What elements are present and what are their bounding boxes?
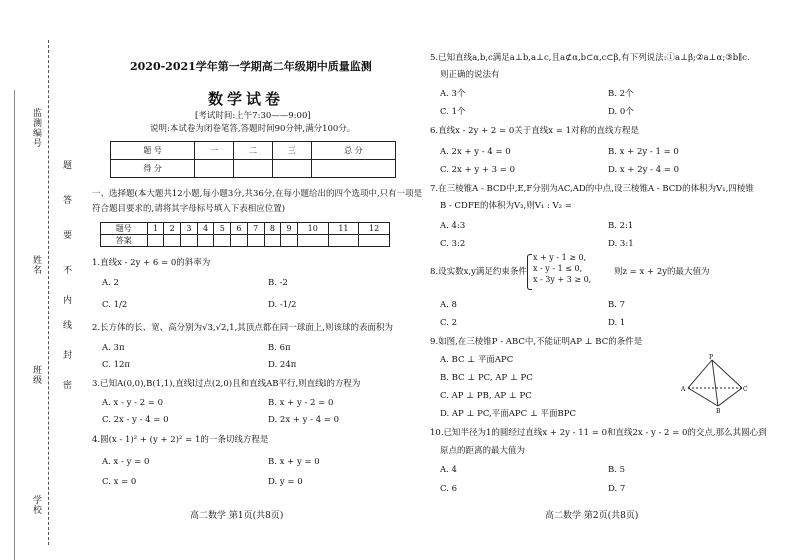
subject-title: 数学试卷 — [208, 90, 285, 108]
q10-option-b: B. 5 — [608, 465, 626, 475]
q10-stem2: 原点的距离的最大值为 — [440, 446, 526, 456]
fig-label-c: C — [743, 386, 748, 393]
q9-option-a: A. BC ⊥ 平面APC — [440, 355, 514, 365]
q2-option-d: D. 24π — [268, 360, 297, 370]
answer-head: 12 — [359, 223, 390, 235]
side-label-name: 姓名 — [31, 255, 41, 275]
score-head: 题 号 — [111, 142, 195, 160]
answer-cell[interactable] — [328, 235, 359, 247]
exam-time: [考试时间:上午7:30——9:00] — [195, 111, 311, 121]
q6-stem: 6.直线x - 2y + 2 = 0关于直线x = 1对称的直线方程是 — [430, 126, 639, 136]
q8-option-a: A. 8 — [440, 300, 457, 310]
answer-cell[interactable] — [281, 235, 298, 247]
q8-c1: x + y - 1 ≥ 0, — [533, 253, 587, 262]
section1-line2: 符合题目要求的,请将其字母标号填入下表相应位置) — [92, 204, 286, 214]
q1-option-b: B. -2 — [268, 278, 288, 288]
score-label: 得 分 — [111, 160, 195, 178]
q3-stem: 3.已知A(0,0),B(1,1),直线l过点(2,0)且和直线AB平行,则直线l的方程为 — [92, 379, 361, 389]
score-table — [110, 141, 396, 178]
answer-head: 3 — [181, 223, 198, 235]
q7-option-c: C. 3:2 — [440, 239, 466, 249]
exam-header: 2020-2021学年第一学期高二年级期中质量监测 — [130, 60, 372, 73]
seal-char: 要 — [61, 230, 71, 240]
binding-line — [48, 40, 49, 545]
q3-option-c: C. 2x - y - 4 = 0 — [102, 415, 169, 425]
answer-cell[interactable] — [264, 235, 281, 247]
q7-option-a: A. 4:3 — [440, 221, 466, 231]
seal-char: 答 — [61, 195, 71, 205]
q2-option-a: A. 3π — [102, 343, 125, 353]
seal-char: 密 — [61, 380, 71, 390]
q7-stem: 7.在三棱锥A - BCD中,E,F分别为AC,AD的中点,设三棱锥A - BCD的体积为V₁,四棱锥 — [430, 184, 754, 194]
score-head: 二 — [234, 142, 273, 160]
q1-option-d: D. -1/2 — [268, 300, 297, 310]
answer-cell[interactable] — [359, 235, 390, 247]
q8-tail: 则z = x + 2y的最大值为 — [614, 267, 710, 277]
q9-stem: 9.如图,在三棱锥P - ABC中,不能证明AP ⊥ BC的条件是 — [430, 337, 643, 347]
fig-label-p: P — [709, 354, 714, 361]
score-head: 总 分 — [311, 142, 395, 160]
q8-option-d: D. 1 — [608, 318, 626, 328]
section1-line1: 一、选择题(本大题共12小题,每小题3分,共36分,在每小题给出的四个选项中,只有一项是 — [92, 189, 423, 199]
q8-option-b: B. 7 — [608, 300, 626, 310]
side-label-school: 学校 — [31, 495, 41, 515]
answer-head: 4 — [197, 223, 214, 235]
q10-option-a: A. 4 — [440, 465, 457, 475]
q5-option-c: C. 1个 — [440, 107, 466, 117]
q8-c2: x - y - 1 ≤ 0, — [533, 264, 583, 273]
q7-stem2: B - CDFE的体积为V₂,则V₁ : V₂ = — [440, 201, 572, 211]
answer-table — [100, 222, 390, 247]
answer-head: 1 — [147, 223, 164, 235]
score-cell[interactable] — [272, 160, 311, 178]
seal-char: 封 — [61, 350, 71, 360]
answer-head: 7 — [247, 223, 264, 235]
seal-char: 题 — [61, 160, 71, 170]
answer-head: 10 — [297, 223, 328, 235]
answer-cell[interactable] — [297, 235, 328, 247]
answer-label: 答案 — [101, 235, 148, 247]
q3-option-d: D. 2x + y - 4 = 0 — [268, 415, 340, 425]
answer-cell[interactable] — [164, 235, 181, 247]
fig-label-b: B — [716, 408, 721, 414]
q6-option-c: C. 2x + y + 3 = 0 — [440, 165, 516, 175]
q2-stem: 2.长方体的长、宽、高分别为√3,√2,1,其顶点都在同一球面上,则该球的表面积为 — [92, 323, 393, 333]
q2-option-c: C. 12π — [102, 360, 131, 370]
answer-head: 8 — [264, 223, 281, 235]
q4-option-d: D. y = 0 — [268, 477, 303, 487]
q4-stem: 4.圆(x - 1)² + (y + 2)² = 1的一条切线方程是 — [92, 435, 269, 445]
q9-option-c: C. AP ⊥ PB, AP ⊥ PC — [440, 391, 532, 401]
answer-head: 5 — [214, 223, 231, 235]
q3-option-a: A. x - y - 2 = 0 — [102, 398, 164, 408]
q5-stem: 5.已知直线a,b,c满足a⊥b,a⊥c,且a⊄α,b⊂α,c⊂β,有下列说法:①a⊥β;②a⊥α;③b∥c. — [430, 53, 750, 63]
q6-option-b: B. x + 2y - 1 = 0 — [608, 147, 679, 157]
q1-option-a: A. 2 — [102, 278, 119, 288]
q8-c3: x - 3y + 3 ≥ 0, — [533, 275, 592, 284]
seal-char: 不 — [61, 265, 71, 275]
q9-option-b: B. BC ⊥ PC, AP ⊥ PC — [440, 373, 533, 383]
seal-char: 线 — [61, 320, 71, 330]
q1-stem: 1.直线x - 2y + 6 = 0的斜率为 — [92, 258, 211, 268]
q9-figure — [680, 352, 750, 414]
q8-brace — [527, 254, 532, 290]
q10-stem: 10.已知半径为1的圆经过直线x + 2y - 11 = 0和直线2x - y - 2 = 0的交点,那么其圆心到 — [430, 428, 767, 438]
q6-option-d: D. x + 2y - 4 = 0 — [608, 165, 680, 175]
page-footer-right: 高二数学 第2页(共8页) — [545, 511, 639, 521]
q5-option-b: B. 2个 — [608, 89, 634, 99]
score-head: 一 — [195, 142, 234, 160]
score-head: 三 — [272, 142, 311, 160]
q7-option-b: B. 2:1 — [608, 221, 634, 231]
answer-head: 题号 — [101, 223, 148, 235]
score-cell[interactable] — [311, 160, 395, 178]
q10-option-d: D. 7 — [608, 484, 626, 494]
score-cell[interactable] — [195, 160, 234, 178]
fig-label-a: A — [681, 386, 686, 393]
q9-option-d: D. AP ⊥ PC,平面APC ⊥ 平面BPC — [440, 409, 577, 419]
answer-head: 11 — [328, 223, 359, 235]
q1-option-c: C. 1/2 — [102, 300, 128, 310]
q5-option-d: D. 0个 — [608, 107, 634, 117]
answer-cell[interactable] — [231, 235, 248, 247]
q8-stem: 8.设实数x,y满足约束条件 — [430, 267, 527, 277]
answer-cell[interactable] — [247, 235, 264, 247]
side-label-class: 班级 — [31, 365, 41, 385]
q4-option-b: B. x + y = 0 — [268, 457, 320, 467]
q8-option-c: C. 2 — [440, 318, 458, 328]
side-edge — [14, 90, 15, 560]
side-label-id: 监测编号 — [31, 108, 41, 148]
q5-stem2: 则正确的说法有 — [440, 70, 500, 80]
q10-option-c: C. 6 — [440, 484, 458, 494]
page-footer-left: 高二数学 第1页(共8页) — [190, 511, 284, 521]
exam-note: 说明:本试卷为闭卷笔答,答题时间90分钟,满分100分。 — [150, 124, 356, 134]
q2-option-b: B. 6π — [268, 343, 291, 353]
answer-head: 2 — [164, 223, 181, 235]
q4-option-a: A. x - y = 0 — [102, 457, 150, 467]
answer-cell[interactable] — [197, 235, 214, 247]
score-cell[interactable] — [234, 160, 273, 178]
answer-cell[interactable] — [147, 235, 164, 247]
q7-option-d: D. 3:1 — [608, 239, 634, 249]
q3-option-b: B. x + y - 2 = 0 — [268, 398, 334, 408]
q4-option-c: C. x = 0 — [102, 477, 137, 487]
answer-cell[interactable] — [214, 235, 231, 247]
q6-option-a: A. 2x + y - 4 = 0 — [440, 147, 511, 157]
answer-cell[interactable] — [181, 235, 198, 247]
answer-head: 9 — [281, 223, 298, 235]
q5-option-a: A. 3个 — [440, 89, 466, 99]
answer-head: 6 — [231, 223, 248, 235]
seal-char: 内 — [61, 295, 71, 305]
